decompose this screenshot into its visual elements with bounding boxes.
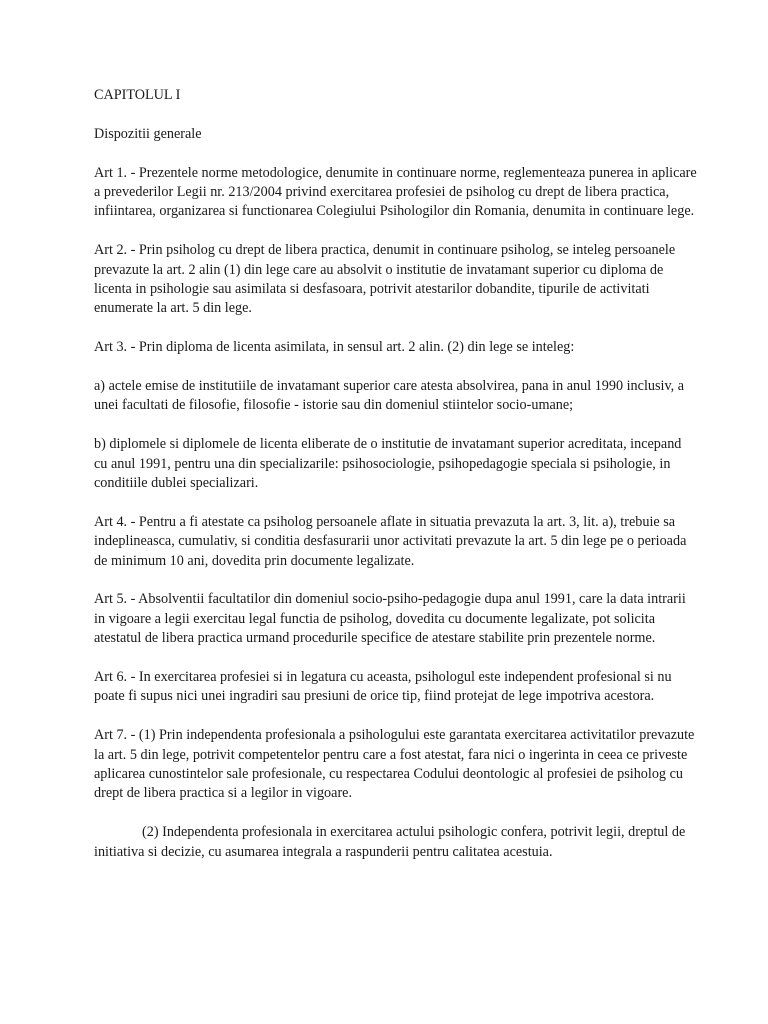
chapter-heading: CAPITOLUL I — [94, 87, 181, 103]
article-2: Art 2. - Prin psiholog cu drept de libera practica, denumit in continuare psiholog, se inteleg persoanele prevazute la art. 2 alin (1) din lege care au absolvit o institutie de invatamant superior cu diploma de licenta in psihologie sau asimilata si desfasoara, potrivit atestarilor dobandite, tipurile de activitati enumerate la art. 5 din lege. — [94, 242, 676, 317]
article-3-item-b: b) diplomele si diplomele de licenta eliberate de o institutie de invatamant superior acreditata, incepand cu anul 1991, pentru una din specializarile: psihosociologie, psihopedagogie speciala si psihologie, in conditiile dublei specializari. — [94, 436, 682, 492]
article-1: Art 1. - Prezentele norme metodologice, denumite in continuare norme, reglementeaza punerea in aplicare a prevederilor Legii nr. 213/2004 privind exercitarea profesiei de psiholog cu drept de libera practica, infiintarea, organizarea si functionarea Colegiului Psihologilor din Romania, denumita in continuare lege. — [94, 164, 697, 220]
article-5: Art 5. - Absolventii facultatilor din domeniul socio-psiho-pedagogie dupa anul 1991, care la data intrarii in vigoare a legii exercitau legal functia de psiholog, dovedita cu documente legalizate, pot solicita atestatul de libera practica urmand procedurile specifice de atestare stabilite prin prezentele norme. — [94, 591, 686, 647]
article-3: Art 3. - Prin diploma de licenta asimilata, in sensul art. 2 alin. (2) din lege se inteleg: — [94, 339, 575, 356]
article-3-item-a: a) actele emise de institutiile de invatamant superior care atesta absolvirea, pana in anul 1990 inclusiv, a unei facultati de filosofie, filosofie - istorie sau din domeniul stiintelor socio-umane; — [94, 378, 685, 414]
article-7-paragraph-2: (2) Independenta profesionala in exercitarea actului psihologic confera, potrivit legii, dreptul de initiativa si decizie, cu asumarea integrala a raspunderii pentru calitatea acestuia. — [94, 824, 686, 860]
article-4: Art 4. - Pentru a fi atestate ca psiholog persoanele aflate in situatia prevazuta la art. 3, lit. a), trebuie sa indeplineasca, cumulativ, si conditia desfasurarii unor activitati prevazute la art. 5 din lege pe o perioada de minimum 10 ani, dovedita prin documente legalizate. — [94, 513, 687, 569]
article-7-paragraph-1: Art 7. - (1) Prin independenta profesionala a psihologului este garantata exercitarea activitatilor prevazute la art. 5 din lege, potrivit competentelor pentru care a fost atestat, fara nici o ingerinta in ceea ce priveste aplicarea cunostintelor sale profesionale, cu respectarea Codului deontologic al profesiei de psiholog cu drept de libera practica si a legilor in vigoare. — [94, 727, 695, 802]
article-6: Art 6. - In exercitarea profesiei si in legatura cu aceasta, psihologul este independent profesional si nu poate fi supus nici unei ingradiri sau presiuni de orice tip, fiind protejat de lege impotriva acestora. — [94, 669, 672, 705]
section-title: Dispozitii generale — [94, 125, 202, 142]
